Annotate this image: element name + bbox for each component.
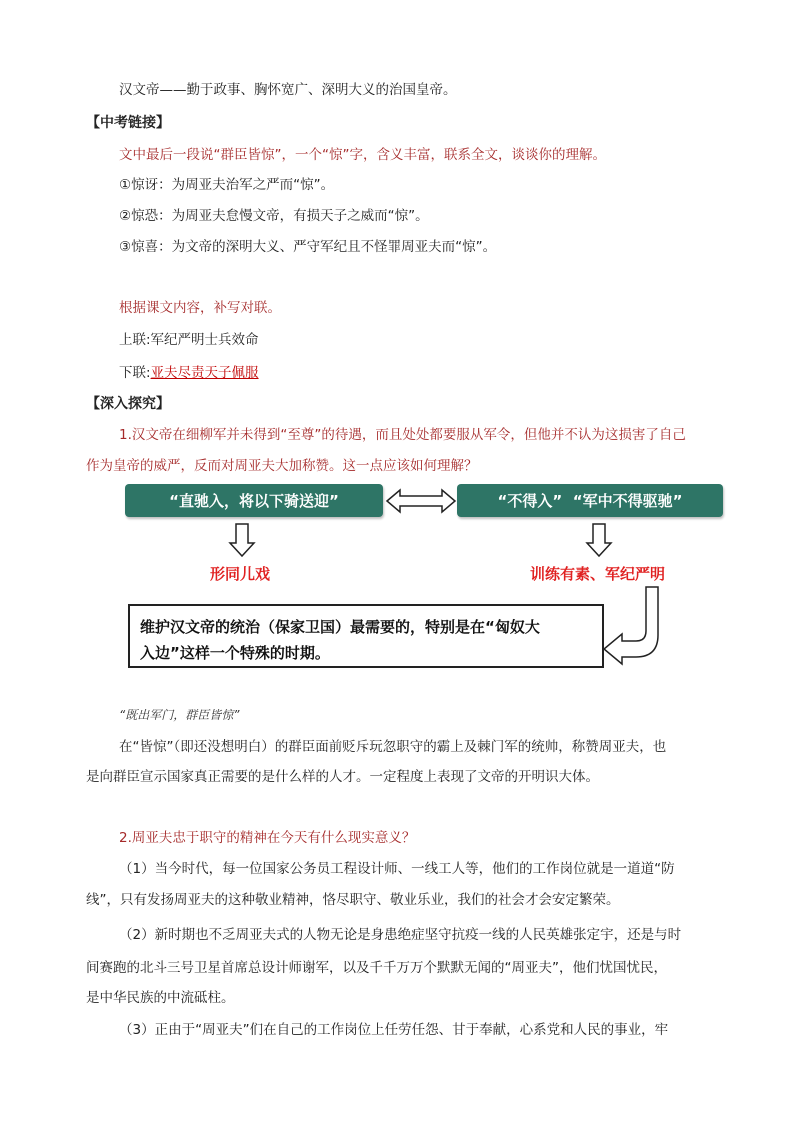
question-1-line1: 1.汉文帝在细柳军并未得到“至尊”的待遇，而且处处都要服从军令，但他并不认为这损害了自己 (119, 427, 686, 443)
double-arrow-icon (386, 488, 456, 514)
question-jing: 文中最后一段说“群臣皆惊”，一个“惊”字，含义丰富，联系全文，谈谈你的理解。 (119, 147, 606, 163)
lower-couplet (119, 363, 259, 383)
conclusion-line-1: 维护汉文帝的统治（保家卫国）最需要的，特别是在“匈奴大 (140, 618, 540, 636)
question-1-line2: 作为皇帝的威严，反而对周亚夫大加称赞。这一点应该如何理解？ (86, 458, 478, 474)
answer-r2-line-1: （2）新时期也不乏周亚夫式的人物无论是身患绝症坚守抗疫一线的人民英雄张定宇，还是与时 (119, 927, 682, 943)
paragraph-1-line-1: 在“皆惊”（即还没想明白）的群臣面前贬斥玩忽职守的霸上及棘门军的统帅，称赞周亚夫，也 (119, 739, 667, 755)
answer-r2-line-2: 间赛跑的北斗三号卫星首席总设计师谢军，以及千千万万个默默无闻的“周亚夫”，他们忧国忧民， (86, 960, 667, 976)
conclusion-box (128, 604, 604, 668)
answer-r1-line-2: 线”，只有发扬周亚夫的这种敬业精神，恪尽职守、敬业乐业，我们的社会才会安定繁荣。 (86, 892, 620, 908)
section-heading-zhongkao: 【中考链接】 (86, 115, 170, 131)
diagram-right-box: “不得入” “军中不得驱驰” (457, 484, 723, 517)
down-arrow-icon (229, 523, 255, 557)
answer-r2-line-3: 是中华民族的中流砥柱。 (86, 990, 235, 1006)
diagram-left-box: “直驰入，将以下骑送迎” (125, 484, 383, 517)
answer-r1-line-1: （1）当今时代，每一位国家公务员工程设计师、一线工人等，他们的工作岗位就是一道道“防 (119, 861, 675, 877)
lower-couplet-answer: 亚夫尽责天子佩服 (150, 365, 259, 381)
conclusion-line-2: 入边”这样一个特殊的时期。 (140, 644, 330, 662)
intro-line: 汉文帝——勤于政事、胸怀宽广、深明大义的治国皇帝。 (119, 82, 457, 98)
lower-couplet-label: 下联: (119, 365, 151, 381)
return-arrow-icon (600, 585, 664, 665)
question-2: 2.周亚夫忠于职守的精神在今天有什么现实意义？ (119, 830, 416, 846)
section-heading-shenru: 【深入探究】 (86, 396, 170, 412)
paragraph-1-line-2: 是向群臣宣示国家真正需要的是什么样的人才。一定程度上表现了文帝的开明识大体。 (86, 769, 599, 785)
answer-item-2: ②惊恐：为周亚夫怠慢文帝，有损天子之威而“惊”。 (119, 208, 429, 224)
down-arrow-icon (586, 523, 612, 557)
answer-r3-line-1: （3）正由于“周亚夫”们在自己的工作岗位上任劳任怨、甘于奉献，心系党和人民的事业，牢 (119, 1022, 669, 1038)
upper-couplet: 上联:军纪严明士兵效命 (119, 332, 259, 348)
left-result-label: 形同儿戏 (210, 565, 271, 583)
couplet-prompt: 根据课文内容，补写对联。 (119, 300, 281, 316)
quote-line: “既出军门，群臣皆惊” (119, 708, 240, 722)
right-result-label: 训练有素、军纪严明 (530, 565, 666, 583)
answer-item-1: ①惊讶：为周亚夫治军之严而“惊”。 (119, 177, 335, 193)
answer-item-3: ③惊喜：为文帝的深明大义、严守军纪且不怪罪周亚夫而“惊”。 (119, 239, 497, 255)
